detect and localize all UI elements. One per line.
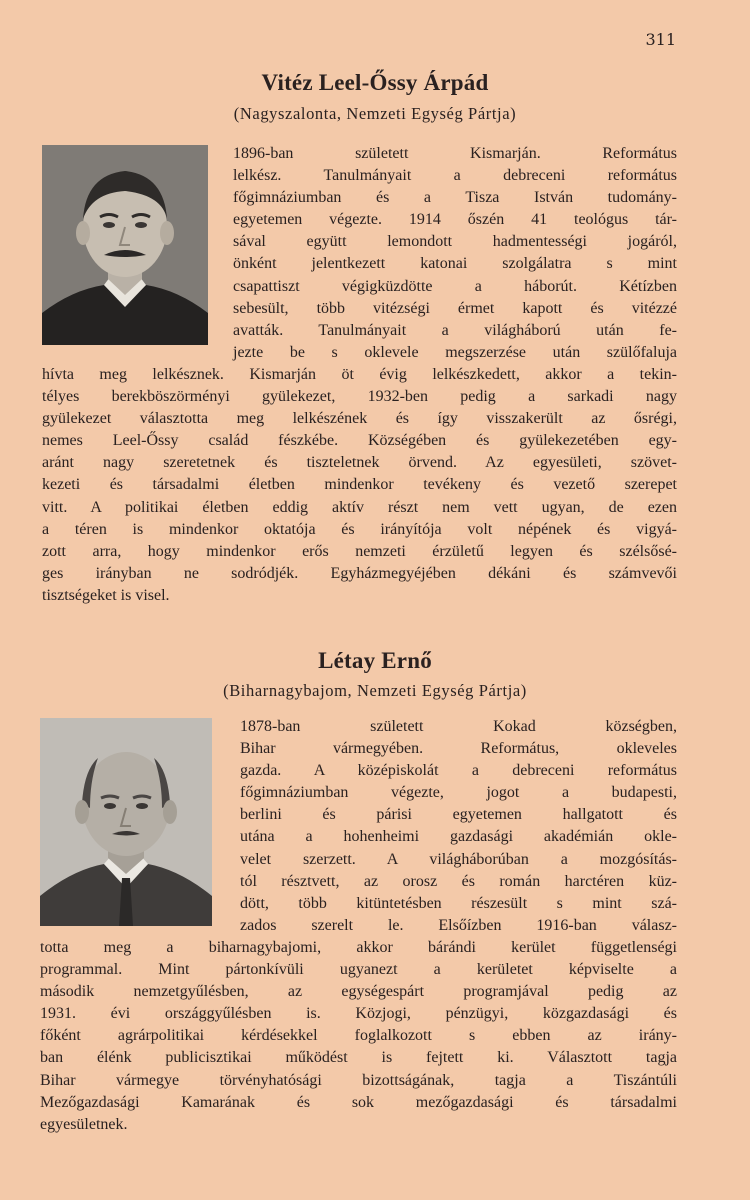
- text-line: berlini és párisi egyetemen hallgatott és: [240, 806, 677, 824]
- text-line: ges irányban ne sodródjék. Egyházmegyéjében dékáni és számvevői: [42, 564, 677, 582]
- portrait-photo: [42, 145, 208, 345]
- text-line: télyes berekböszörményi gyülekezet, 1932-ben pedig a sarkadi nagy: [42, 388, 677, 406]
- entry-affiliation: (Nagyszalonta, Nemzeti Egység Pártja): [233, 104, 517, 123]
- text-line: Mezőgazdasági Kamarának és sok mezőgazdasági és társadalmi: [40, 1093, 677, 1111]
- text-line: Bihar vármegyében. Református, okleveles: [240, 740, 677, 758]
- text-line: 1878-ban született Kokad községben,: [240, 718, 677, 735]
- text-line: avatták. Tanulmányait a világháború után fe-: [233, 321, 677, 339]
- text-line: gyülekezet választotta meg lelkészének és így visszakerült az ősrégi,: [42, 410, 677, 428]
- text-line: Bihar vármegye törvényhatósági bizottságának, tagja a Tiszántúli: [40, 1071, 677, 1089]
- text-line: jezte be s oklevele megszerzése után szülőfaluja: [233, 343, 677, 361]
- text-line: utána a hohenheimi gazdasági akadémián okle-: [240, 828, 677, 846]
- text-line: második nemzetgyűlésben, az egységespárt programjával pedig az: [40, 983, 677, 1001]
- text-line: totta meg a biharnagybajomi, akkor bárándi kerület függetlenségi: [40, 939, 677, 956]
- text-line: zott arra, hogy mindenkor erős nemzeti érzületű legyen és szélsősé-: [42, 542, 677, 560]
- entry-body-narrow: [240, 716, 677, 937]
- text-line: zados szerelt le. Elsőízben 1916-ban válasz-: [240, 916, 677, 934]
- text-line: főgimnáziumban és a Tisza István tudomány-: [233, 189, 677, 207]
- text-line: csapattiszt végigküzdötte a háborút. Kétízben: [233, 277, 677, 295]
- entry-title: Vitéz Leel-Őssy Árpád: [261, 70, 489, 95]
- text-line: hívta meg lelkésznek. Kismarján öt évig lelkészkedett, akkor a tekin-: [42, 366, 677, 383]
- text-line: kezeti és társadalmi életben mindenkor tevékeny és vezető szerepet: [42, 476, 677, 494]
- text-line: ban élénk publicisztikai működést is fejtett ki. Választott tagja: [40, 1049, 677, 1067]
- entry-title: Létay Ernő: [318, 648, 432, 673]
- text-line: aránt nagy szeretetnek és tiszteletnek örvend. Az egyesületi, szövet-: [42, 454, 677, 472]
- entry-body-wide: [42, 364, 677, 607]
- text-line: gazda. A középiskolát a debreceni református: [240, 762, 677, 780]
- text-line: velet szerzett. A világháborúban a mozgósítás-: [240, 850, 677, 868]
- text-line: főgimnáziumban végezte, jogot a budapesti,: [240, 784, 677, 802]
- text-line: 1931. évi országgyűlésben is. Közjogi, pénzügyi, közgazdasági és: [40, 1005, 677, 1023]
- text-line: önként jelentkezett katonai szolgálatra s mint: [233, 255, 677, 273]
- text-line: a téren is mindenkor oktatója és irányítója volt népének és vigyá-: [42, 520, 677, 538]
- text-line: tól résztvett, az orosz és román harctéren küz-: [240, 872, 677, 890]
- text-line: dött, több kitüntetésben részesült s mint szá-: [240, 894, 677, 912]
- text-line: egyetemen végezte. 1914 őszén 41 teológus tár-: [233, 211, 677, 229]
- portrait-photo: [40, 718, 212, 926]
- text-line: 1896-ban született Kismarján. Református: [233, 145, 677, 162]
- entry-affiliation: (Biharnagybajom, Nemzeti Egység Pártja): [223, 681, 527, 700]
- text-line: egyesületnek.: [40, 1115, 128, 1133]
- text-line: lelkész. Tanulmányait a debreceni református: [233, 167, 677, 185]
- page-number: 311: [645, 30, 676, 49]
- text-line: programmal. Mint pártonkívüli ugyanezt a kerületet képviselte a: [40, 961, 677, 979]
- text-line: tisztségeket is visel.: [42, 586, 170, 604]
- text-line: főként agrárpolitikai kérdésekkel foglalkozott s ebben az irány-: [40, 1027, 677, 1045]
- text-line: nemes Leel-Őssy család fészkébe. Községében és gyülekezetében egy-: [42, 432, 677, 450]
- text-line: vitt. A politikai életben eddig aktív részt nem vett ugyan, de ezen: [42, 498, 677, 516]
- entry-body-wide: [40, 937, 677, 1136]
- text-line: sebesült, több vitézségi érmet kapott és vitézzé: [233, 299, 677, 317]
- text-line: sával együtt lemondott hadmentességi jogáról,: [233, 233, 677, 251]
- entry-body-narrow: [233, 143, 677, 364]
